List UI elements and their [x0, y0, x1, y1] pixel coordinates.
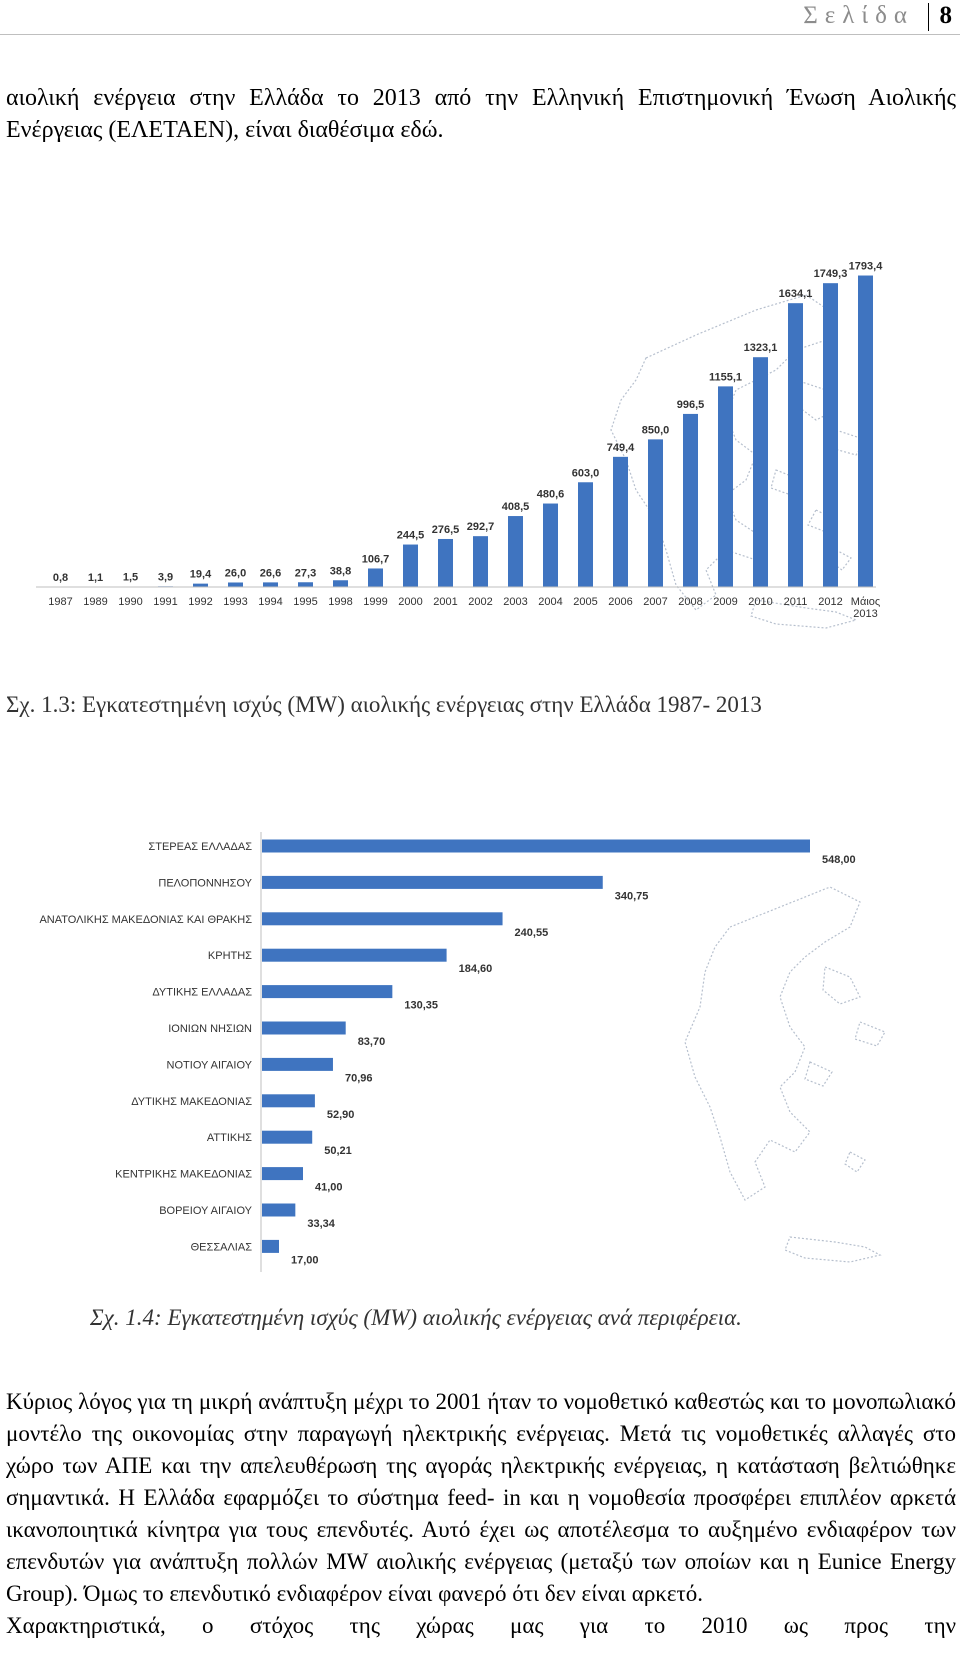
x-tick-label: 1987 [48, 596, 73, 608]
value-label: 26,0 [224, 567, 247, 580]
value-label: 26,6 [259, 567, 282, 580]
value-label: 480,6 [536, 488, 565, 501]
x-tick-label: 2004 [538, 596, 563, 608]
region-label: ΝΟΤΙΟΥ ΑΙΓΑΙΟΥ [166, 1059, 252, 1072]
value-label: 1634,1 [778, 288, 813, 301]
yearly-capacity-chart [36, 240, 936, 660]
regional-capacity-chart [39, 832, 940, 1292]
region-label: ΣΤΕΡΕΑΣ ΕΛΛΑΔΑΣ [148, 841, 252, 853]
bar-1999 [368, 568, 383, 587]
bar-region [262, 949, 447, 962]
x-tick-label: 2007 [643, 596, 668, 608]
bar-region [262, 1204, 295, 1217]
value-label: 1155,1 [708, 371, 743, 384]
yearly-bars [53, 276, 873, 588]
bar-region [262, 1240, 279, 1253]
x-tick-label: 1998 [328, 596, 353, 608]
bar-2004 [543, 504, 558, 587]
bar-1998 [333, 580, 348, 587]
value-label: 52,90 [326, 1108, 355, 1121]
page-label: Σελίδα [803, 2, 914, 29]
bar-1994 [263, 582, 278, 587]
bar-region [262, 1167, 303, 1180]
regional-bars [262, 840, 810, 1253]
x-tick-label: 2002 [468, 596, 493, 608]
value-label: 240,55 [514, 926, 549, 939]
region-label: ΔΥΤΙΚΗΣ ΕΛΛΑΔΑΣ [152, 986, 252, 999]
bar-2007 [648, 439, 663, 587]
bar-region [262, 876, 603, 889]
value-label: 1793,4 [848, 260, 883, 273]
bar-1995 [298, 582, 313, 587]
x-tick-label: 2005 [573, 596, 598, 608]
x-tick-label: 1999 [363, 596, 388, 608]
value-label: 17,00 [291, 1254, 319, 1267]
value-label: 244,5 [396, 529, 425, 542]
bar-2008 [683, 414, 698, 587]
region-label: ΠΕΛΟΠΟΝΝΗΣΟΥ [158, 877, 252, 890]
value-label: 41,00 [315, 1181, 343, 1194]
x-tick-label: 1989 [83, 596, 108, 608]
value-label: 276,5 [431, 523, 460, 536]
region-label: ΑΤΤΙΚΗΣ [206, 1132, 252, 1145]
value-label: 749,4 [606, 441, 635, 454]
bar-2011 [788, 303, 803, 587]
x-tick-label: 2003 [503, 596, 528, 608]
bar-2002 [473, 536, 488, 587]
bar-2005 [578, 482, 593, 587]
body-paragraph [6, 1386, 956, 1642]
value-label: 850,0 [641, 424, 670, 437]
x-tick-label: 1994 [258, 596, 283, 608]
value-label: 70,96 [344, 1072, 373, 1085]
region-label: ΑΝΑΤΟΛΙΚΗΣ ΜΑΚΕΔΟΝΙΑΣ ΚΑΙ ΘΡΑΚΗΣ [39, 913, 252, 926]
yearly-capacity-chart-svg [36, 240, 936, 660]
bar-2010 [753, 357, 768, 587]
bar-region [262, 1131, 312, 1144]
figure-1-3-caption: Σχ. 1.3: Εγκατεστημένη ισχύς (MW) αιολικής ενέργειας στην Ελλάδα 1987- 2013 [6, 692, 762, 717]
page-number: 8 [939, 2, 952, 29]
value-label: 184,60 [458, 963, 493, 976]
x-tick-label: 1991 [153, 596, 178, 608]
body-text-last-line: Χαρακτηριστικά, ο στόχος της χώρας μας για το 2010 ως προς την [6, 1613, 956, 1638]
regional-category-labels [39, 841, 252, 1253]
bar-region [262, 1058, 333, 1071]
body-text-main: Κύριος λόγος για τη μικρή ανάπτυξη μέχρι το 2001 ήταν το νομοθετικό καθεστώς και το μονοπωλιακό μοντέλο της οικονομίας στην παραγωγή ηλεκτρικής ενέργειας. Μετά τις νομοθετικές αλλαγές στο χώρο των ΑΠΕ και την απελευθέρωση της αγοράς ηλεκτρικής ενέργειας, η κατάσταση βελτιώθηκε σημαντικά. Η Ελλάδα εφαρμόζει το σύστημα feed- in και η νομοθεσία προσφέρει επιπλέον αρκετά ικανοποιητικά κίνητρα για τους επενδυτές. Αυτό έχει ως αποτέλεσμα το αυξημένο ενδιαφέρον των επενδυτών για ανάπτυξη πολλών MW αιολικής ενέργειας (μεταξύ των οποίων και η Eunice Energy Group). Όμως το επενδυτικό ενδιαφέρον είναι φανερό ότι δεν είναι αρκετό. [6, 1389, 956, 1606]
value-label: 130,35 [404, 999, 439, 1012]
x-tick-label: Μάιος 2013 [850, 596, 881, 620]
bar-1993 [228, 582, 243, 587]
value-label: 1749,3 [813, 268, 848, 281]
region-label: ΔΥΤΙΚΗΣ ΜΑΚΕΔΟΝΙΑΣ [131, 1095, 252, 1108]
value-label: 340,75 [614, 890, 649, 903]
value-label: 408,5 [501, 501, 530, 514]
region-label: ΚΡΗΤΗΣ [207, 950, 252, 963]
intro-paragraph: αιολική ενέργεια στην Ελλάδα το 2013 από την Ελληνική Επιστημονική Ένωση Αιολικής Ενέργειας (ΕΛΕΤΑΕΝ), είναι διαθέσιμα εδώ. [6, 85, 956, 143]
bar-region [262, 912, 503, 925]
bar-2000 [403, 545, 418, 587]
greece-map-outline [685, 887, 885, 1262]
value-label: 548,00 [822, 854, 856, 866]
value-label: 50,21 [324, 1145, 352, 1158]
x-tick-label: 2001 [433, 596, 458, 608]
bar-2003 [508, 516, 523, 587]
bar-region [262, 985, 392, 998]
value-label: 38,8 [329, 565, 352, 578]
x-tick-label: 1995 [293, 596, 318, 608]
x-tick-label: 2012 [818, 596, 843, 608]
region-label: ΚΕΝΤΡΙΚΗΣ ΜΑΚΕΔΟΝΙΑΣ [115, 1168, 252, 1181]
bar-2001 [438, 539, 453, 587]
bar-region [262, 840, 810, 853]
bar-2009 [718, 386, 733, 587]
x-tick-label: 2010 [748, 596, 773, 608]
value-label: 292,7 [466, 521, 495, 534]
header-divider [928, 3, 929, 31]
x-tick-label: 2008 [678, 596, 703, 608]
value-label: 33,34 [307, 1218, 335, 1230]
x-tick-label: 2006 [608, 596, 633, 608]
bar-Μάιος 2013 [858, 276, 873, 587]
figure-1-4-caption: Σχ. 1.4: Εγκατεστημένη ισχύς (MW) αιολικής ενέργειας ανά περιφέρεια. [90, 1305, 742, 1330]
yearly-x-axis-labels [48, 596, 880, 620]
bar-2006 [613, 457, 628, 587]
bar-1992 [193, 584, 208, 587]
value-label: 83,70 [357, 1036, 386, 1048]
x-tick-label: 1990 [118, 596, 143, 608]
value-label: 996,5 [676, 398, 705, 411]
x-tick-label: 2011 [783, 596, 808, 608]
bar-2012 [823, 283, 838, 587]
value-label: 3,9 [157, 571, 174, 584]
region-label: ΒΟΡΕΙΟΥ ΑΙΓΑΙΟΥ [159, 1205, 252, 1217]
value-label: 1,5 [122, 571, 139, 584]
x-tick-label: 2000 [398, 596, 423, 608]
region-label: ΙΟΝΙΩΝ ΝΗΣΙΩΝ [168, 1023, 252, 1035]
value-label: 0,8 [52, 571, 69, 584]
value-label: 19,4 [189, 568, 212, 581]
regional-capacity-chart-svg [39, 832, 940, 1292]
page-header [0, 0, 960, 35]
x-tick-label: 1992 [188, 596, 213, 608]
value-label: 27,3 [294, 567, 317, 580]
value-label: 1323,1 [743, 342, 778, 355]
bar-region [262, 1022, 346, 1035]
x-tick-label: 1993 [223, 596, 248, 608]
region-label: ΘΕΣΣΑΛΙΑΣ [190, 1241, 252, 1254]
bar-region [262, 1094, 315, 1107]
value-label: 1,1 [87, 571, 104, 584]
x-tick-label: 2009 [713, 596, 738, 608]
value-label: 603,0 [571, 467, 600, 480]
value-label: 106,7 [361, 553, 390, 566]
